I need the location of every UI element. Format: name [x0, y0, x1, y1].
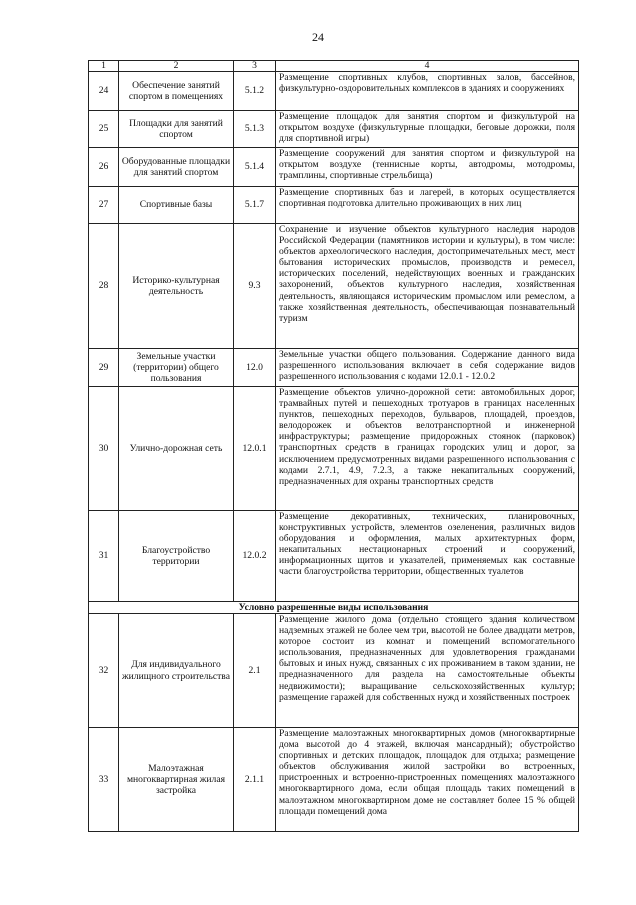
section-title: Условно разрешенные виды использования	[89, 602, 579, 614]
table-header-row	[89, 61, 579, 72]
use-name: Историко-культурная деятельность	[119, 224, 234, 349]
table-row	[89, 614, 579, 728]
use-name: Обеспечение занятий спортом в помещениях	[119, 72, 234, 111]
row-number: 28	[89, 224, 119, 349]
row-number: 26	[89, 148, 119, 187]
table-row	[89, 187, 579, 224]
header-cell: 1	[89, 61, 119, 72]
use-name: Малоэтажная многоквартирная жилая застройка	[119, 728, 234, 832]
row-number: 31	[89, 511, 119, 602]
page-number: 24	[312, 30, 324, 44]
use-code: 5.1.4	[234, 148, 276, 187]
use-name: Спортивные базы	[119, 187, 234, 224]
table-row	[89, 387, 579, 511]
table-row	[89, 72, 579, 111]
table-row	[89, 349, 579, 387]
use-code: 9.3	[234, 224, 276, 349]
use-code: 2.1	[234, 614, 276, 728]
table-row	[89, 148, 579, 187]
use-description: Размещение спортивных клубов, спортивных залов, бассейнов, физкультурно-оздоровительных комплексов в зданиях и сооружениях	[276, 72, 579, 111]
use-description: Сохранение и изучение объектов культурного наследия народов Российской Федерации (памятников истории и культуры), в том числе: объектов археологического наследия, достопримечательных мест, мест бытования исторических промыслов, производств и ремесел, исторических поселений, недействующих военных и гражданских захоронений, объектов культурного наследия, хозяйственная деятельность, являющаяся историческим промыслом или ремеслом, а также хозяйственная деятельность, обеспечивающая познавательный туризм	[276, 224, 579, 349]
header-cell: 2	[119, 61, 234, 72]
row-number: 29	[89, 349, 119, 387]
use-code: 5.1.2	[234, 72, 276, 111]
use-description: Размещение объектов улично-дорожной сети: автомобильных дорог, трамвайных путей и пешеходных тротуаров в границах населенных пунктов, пешеходных переходов, бульваров, площадей, проездов, велодорожек и объектов велотранспортной и инженерной инфраструктуры; размещение придорожных стоянок (парковок) транспортных средств в границах городских улиц и дорог, за исключением предусмотренных видами разрешенного использования с кодами 2.7.1, 4.9, 7.2.3, а также некапитальных сооружений, предназначенных для охраны транспортных средств	[276, 387, 579, 511]
row-number: 27	[89, 187, 119, 224]
row-number: 32	[89, 614, 119, 728]
table-row	[89, 111, 579, 148]
row-number: 33	[89, 728, 119, 832]
use-name: Площадки для занятий спортом	[119, 111, 234, 148]
use-name: Оборудованные площадки для занятий спортом	[119, 148, 234, 187]
use-name: Благоустройство территории	[119, 511, 234, 602]
use-code: 12.0	[234, 349, 276, 387]
use-name: Для индивидуального жилищного строительства	[119, 614, 234, 728]
use-description: Размещение спортивных баз и лагерей, в которых осуществляется спортивная подготовка длительно проживающих в них лиц	[276, 187, 579, 224]
use-code: 2.1.1	[234, 728, 276, 832]
header-cell: 3	[234, 61, 276, 72]
use-description: Размещение жилого дома (отдельно стоящего здания количеством надземных этажей не более чем три, высотой не более двадцати метров, которое состоит из комнат и помещений вспомогательного использования, предназначенных для удовлетворения гражданами бытовых и иных нужд, связанных с их проживанием в таком здании, не предназначенного для раздела на самостоятельные объекты недвижимости); выращивание сельскохозяйственных культур; размещение гаражей для собственных нужд и хозяйственных построек	[276, 614, 579, 728]
land-use-table	[88, 60, 579, 832]
use-description: Земельные участки общего пользования. Содержание данного вида разрешенного использования включает в себя содержание видов разрешенного использования с кодами 12.0.1 - 12.0.2	[276, 349, 579, 387]
use-description: Размещение площадок для занятия спортом и физкультурой на открытом воздухе (физкультурные площадки, беговые дорожки, поля для спортивной игры)	[276, 111, 579, 148]
table-row	[89, 511, 579, 602]
table-row	[89, 224, 579, 349]
use-code: 5.1.3	[234, 111, 276, 148]
use-code: 12.0.1	[234, 387, 276, 511]
use-description: Размещение сооружений для занятия спортом и физкультурой на открытом воздухе (теннисные корты, автодромы, мотодромы, трамплины, спортивные стрельбища)	[276, 148, 579, 187]
row-number: 30	[89, 387, 119, 511]
use-description: Размещение малоэтажных многоквартирных домов (многоквартирные дома высотой до 4 этажей, включая мансардный); обустройство спортивных и детских площадок, площадок для отдыха; размещение объектов обслуживания жилой застройки во встроенных, пристроенных и встроенно-пристроенных помещениях малоэтажного многоквартирного дома, если общая площадь таких помещений в малоэтажном многоквартирном доме не составляет более 15 % общей площади помещений дома	[276, 728, 579, 832]
use-code: 5.1.7	[234, 187, 276, 224]
section-header-row	[89, 602, 579, 614]
row-number: 25	[89, 111, 119, 148]
use-name: Улично-дорожная сеть	[119, 387, 234, 511]
use-name: Земельные участки (территории) общего пользования	[119, 349, 234, 387]
use-code: 12.0.2	[234, 511, 276, 602]
header-cell: 4	[276, 61, 579, 72]
table-row	[89, 728, 579, 832]
use-description: Размещение декоративных, технических, планировочных, конструктивных устройств, элементов озеленения, различных видов оборудования и оформления, малых архитектурных форм, некапитальных нестационарных строений и сооружений, информационных щитов и указателей, применяемых как составные части благоустройства территории, общественных туалетов	[276, 511, 579, 602]
row-number: 24	[89, 72, 119, 111]
